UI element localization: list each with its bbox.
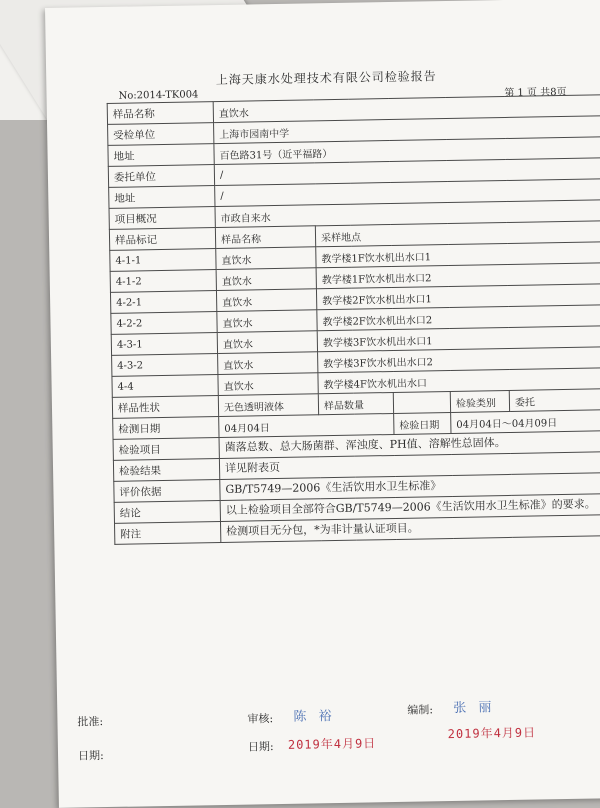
sample-location: 教学楼1F饮水机出水口2 <box>316 263 600 289</box>
value-category: 委托 <box>509 389 600 412</box>
header-sampling-location: 采样地点 <box>315 221 600 247</box>
sample-location: 教学楼3F饮水机出水口1 <box>317 326 600 352</box>
label-note: 附注 <box>115 522 221 545</box>
sample-name: 直饮水 <box>216 247 316 270</box>
value-basis: GB/T5749—2006《生活饮用水卫生标准》 <box>220 473 600 501</box>
value-client-address: / <box>215 179 600 207</box>
label-inspected-unit: 受检单位 <box>108 123 214 146</box>
value-inspect-date: 04月04日～04月09日 <box>451 410 600 434</box>
report-number: No:2014-TK004 <box>118 89 199 102</box>
sample-mark: 4-4 <box>112 375 218 398</box>
sample-mark: 4-1-2 <box>110 270 216 293</box>
report-title: 上海天康水处理技术有限公司检验报告 <box>215 69 437 88</box>
sample-name: 直饮水 <box>216 268 316 291</box>
review-date-stamp: 2019年4月9日 <box>287 736 377 752</box>
sample-location: 教学楼1F饮水机出水口1 <box>316 242 600 268</box>
label-sample-name: 样品名称 <box>107 102 213 125</box>
page-info: 第 1 页 共8页 <box>504 86 567 99</box>
value-client-unit: / <box>214 158 600 186</box>
value-quantity <box>393 391 450 413</box>
value-test-date: 04月04日 <box>219 413 394 437</box>
approve-label: 批准: <box>77 715 104 729</box>
value-inspected-unit: 上海市园南中学 <box>214 116 600 144</box>
header-sample-mark: 样品标记 <box>109 228 215 251</box>
label-inspect-date: 检验日期 <box>394 412 451 434</box>
label-test-date: 检测日期 <box>113 417 219 440</box>
value-address: 百色路31号（近平福路） <box>214 137 600 165</box>
date-label-review: 日期: <box>247 740 274 754</box>
sample-mark: 4-2-1 <box>110 291 216 314</box>
sample-mark: 4-1-1 <box>110 249 216 272</box>
label-category: 检验类别 <box>450 390 509 412</box>
value-result: 详见附表页 <box>219 452 600 480</box>
sample-name: 直饮水 <box>216 289 316 312</box>
review-label: 审核: <box>247 712 274 726</box>
reviewer-stamp: 陈 裕 <box>293 709 336 725</box>
label-result: 检验结果 <box>113 459 219 482</box>
sample-mark: 4-3-1 <box>111 333 217 356</box>
value-note: 检测项目无分包，*为非计量认证项目。 <box>220 515 600 543</box>
sample-mark: 4-3-2 <box>112 354 218 377</box>
date-label-approve: 日期: <box>77 749 104 763</box>
sample-name: 直饮水 <box>218 373 318 396</box>
label-client-address: 地址 <box>109 186 215 209</box>
label-project: 项目概况 <box>109 207 215 230</box>
sample-location: 教学楼3F饮水机出水口2 <box>318 347 600 373</box>
label-quantity: 样品数量 <box>318 392 393 414</box>
value-project: 市政自来水 <box>215 200 600 228</box>
value-property: 无色透明液体 <box>218 394 318 417</box>
sample-location: 教学楼4F饮水机出水口 <box>318 368 600 394</box>
report-page <box>45 0 600 808</box>
label-items: 检验项目 <box>113 438 219 461</box>
header-sample-name: 样品名称 <box>215 226 315 249</box>
value-conclusion: 以上检验项目全部符合GB/T5749—2006《生活饮用水卫生标准》的要求。 <box>220 494 600 522</box>
value-sample-name: 直饮水 <box>213 95 600 123</box>
sample-location: 教学楼2F饮水机出水口2 <box>317 305 600 331</box>
report-table <box>107 94 600 545</box>
sample-name: 直饮水 <box>218 352 318 375</box>
value-items: 菌落总数、总大肠菌群、浑浊度、PH值、溶解性总固体。 <box>219 431 600 459</box>
label-conclusion: 结论 <box>114 501 220 524</box>
sample-name: 直饮水 <box>217 310 317 333</box>
label-address: 地址 <box>108 144 214 167</box>
compile-date-stamp: 2019年4月9日 <box>447 725 537 742</box>
label-basis: 评价依据 <box>114 480 220 503</box>
sample-location: 教学楼2F饮水机出水口1 <box>316 284 600 310</box>
sample-name: 直饮水 <box>217 331 317 354</box>
label-client-unit: 委托单位 <box>108 165 214 188</box>
label-property: 样品性状 <box>112 396 218 419</box>
compile-label: 编制: <box>407 703 434 717</box>
compiler-stamp: 张 丽 <box>453 700 496 716</box>
sample-mark: 4-2-2 <box>111 312 217 335</box>
